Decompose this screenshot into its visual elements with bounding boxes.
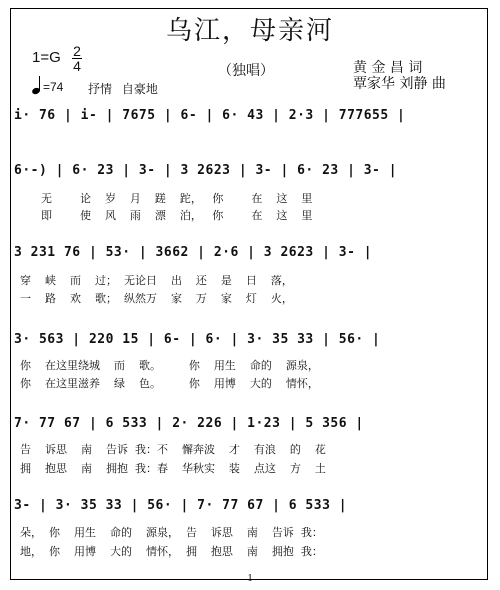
tempo-value: =74	[43, 80, 64, 94]
music-row-1: i· 76 | i- | 7675 | 6- | 6· 43 | 2·3 | 777655 |	[14, 108, 406, 123]
music-row-5: 7· 77 67 | 6 533 | 2· 226 | 1·23 | 5 356 |	[14, 416, 364, 431]
lyricist-credit: 黄 金 昌 词	[353, 60, 423, 76]
lyric-row-2-verse-1: 无 论 岁 月 蹉 跎， 你 在 这 里	[20, 192, 313, 205]
music-row-6: 3- | 3· 35 33 | 56· | 7· 77 67 | 6 533 |	[14, 498, 348, 513]
lyric-row-5-verse-2: 拥 抱思 南 拥抱 我：春 华秋实 装 点这 方 土	[20, 462, 326, 475]
lyric-row-3-verse-2: 一 路 欢 歌； 纵然万 家 万 家 灯 火，	[20, 292, 293, 305]
time-signature	[72, 44, 82, 73]
lyric-row-5-verse-1: 告 诉思 南 告诉 我：不 懈奔波 才 有浪 的 花	[20, 443, 326, 456]
lyric-row-4-verse-2: 你 在这里滋养 绿 色。 你 用博 大的 情怀，	[20, 377, 319, 390]
credits	[353, 60, 446, 92]
music-row-3: 3 231 76 | 53· | 3662 | 2·6 | 3 2623 | 3- |	[14, 245, 373, 260]
composer-credit: 覃家华 刘静 曲	[353, 76, 446, 92]
time-signature-bottom: 4	[73, 58, 81, 74]
music-row-2: 6·-) | 6· 23 | 3- | 3 2623 | 3- | 6· 23 | 3- |	[14, 163, 398, 178]
lyric-row-3-verse-1: 穿 峡 而 过； 无论日 出 还 是 日 落，	[20, 274, 293, 287]
expression-marking: 抒情 自豪地	[88, 82, 158, 96]
lyric-row-4-verse-1: 你 在这里绕城 而 歌。 你 用生 命的 源泉，	[20, 359, 319, 372]
lyric-row-6-verse-1: 朵， 你 用生 命的 源泉， 告 诉思 南 告诉 我：	[20, 526, 323, 539]
music-row-4: 3· 563 | 220 15 | 6- | 6· | 3· 35 33 | 56· |	[14, 332, 381, 347]
lyric-row-2-verse-2: 即 使 风 雨 漂 泊， 你 在 这 里	[20, 209, 313, 222]
song-subtitle: （独唱）	[218, 63, 274, 79]
quarter-note-icon	[32, 76, 41, 94]
tempo-marking	[32, 76, 63, 94]
page-number: 1	[247, 572, 253, 584]
key-signature: 1=G	[32, 49, 61, 66]
time-signature-top: 2	[73, 43, 81, 59]
song-title: 乌江，母亲河	[165, 16, 334, 46]
lyric-row-6-verse-2: 地， 你 用博 大的 情怀， 拥 抱思 南 拥抱 我：	[20, 545, 323, 558]
